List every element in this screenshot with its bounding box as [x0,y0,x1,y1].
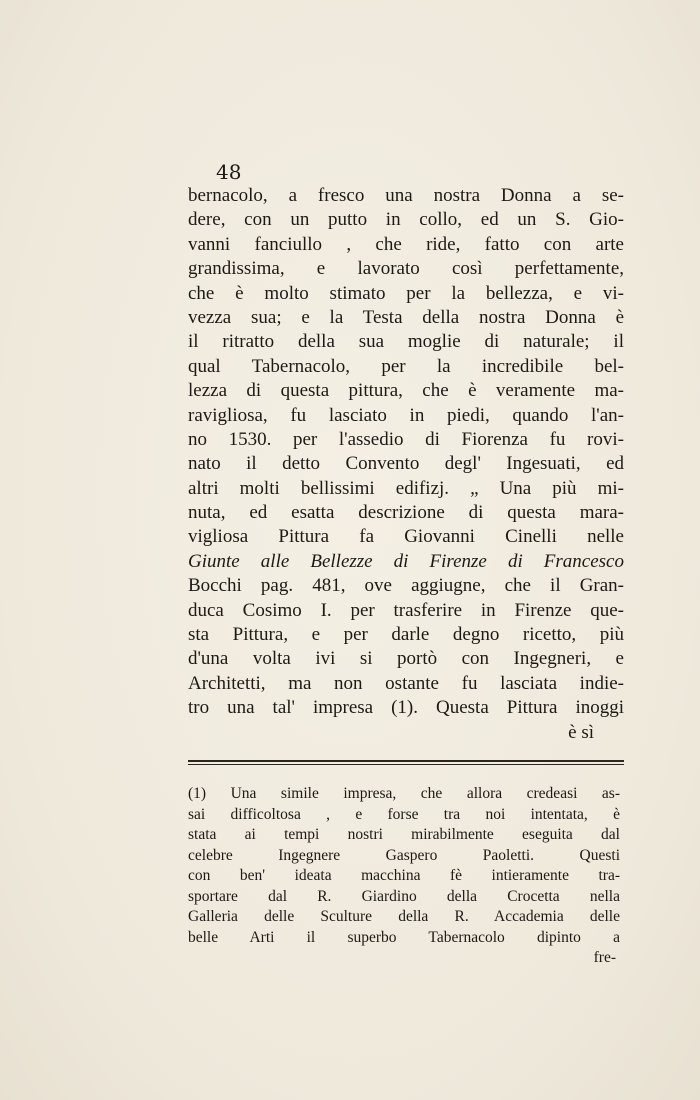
body-line: Architetti, ma non ostante fu lasciata indie- [188,672,624,694]
footnote-line: Galleria delle Sculture della R. Accademia delle [188,908,620,925]
page-number: 48 [216,160,242,184]
body-line: d'una volta ivi si portò con Ingegneri, e [188,648,624,670]
body-line: ravigliosa, fu lasciato in piedi, quando l'an- [188,404,624,426]
body-line: bernacolo, a fresco una nostra Donna a se- [188,185,624,206]
body-text [188,184,624,745]
footnote-line: stata ai tempi nostri mirabilmente eseguita dal [188,826,620,843]
body-line: vigliosa Pittura fa Giovanni Cinelli nelle [188,526,624,548]
body-line: vezza sua; e la Testa della nostra Donna è [188,306,624,328]
footnote-divider-thin [188,764,624,765]
body-line: altri molti bellissimi edifizj. „ Una più mi- [188,477,624,499]
body-line-italic: Giunte alle Bellezze di Firenze di Francesco [188,550,624,572]
body-line: dere, con un putto in collo, ed un S. Gio- [188,209,624,231]
catchword: è sì [568,721,594,743]
body-line: tro una tal' impresa (1). Questa Pittura inoggi [188,697,624,719]
footnote-line: sai difficoltosa , e forse tra noi intentata, è [188,805,620,823]
body-line: duca Cosimo I. per trasferire in Firenze que- [188,599,624,621]
body-line: vanni fanciullo , che ride, fatto con arte [188,233,624,255]
footnote-line: belle Arti il superbo Tabernacolo dipinto a [188,928,620,946]
body-line: il ritratto della sua moglie di naturale; il [188,331,624,353]
body-line: che è molto stimato per la bellezza, e vi- [188,282,624,304]
footnote-line: sportare dal R. Giardino della Crocetta nella [188,887,620,905]
footnote-line: con ben' ideata macchina fè intieramente tra- [188,867,620,884]
body-line: grandissima, e lavorato così perfettamente, [188,258,624,280]
footnote-divider [188,760,624,762]
body-line: no 1530. per l'assedio di Fiorenza fu rovi- [188,428,624,450]
body-line: nuta, ed esatta descrizione di questa mara- [188,502,624,524]
body-line: nato il detto Convento degl' Ingesuati, ed [188,453,624,475]
footnote [188,784,620,969]
body-line: Bocchi pag. 481, ove aggiugne, che il Gran- [188,575,624,597]
body-line: sta Pittura, e per darle degno ricetto, più [188,624,624,646]
footnote-catchword: fre- [593,949,616,966]
footnote-line: celebre Ingegnere Gaspero Paoletti. Questi [188,846,620,864]
body-line: lezza di questa pittura, che è veramente ma- [188,380,624,402]
footnote-line: (1) Una simile impresa, che allora credeasi as- [188,785,620,802]
body-line: qual Tabernacolo, per la incredibile bel- [188,355,624,377]
